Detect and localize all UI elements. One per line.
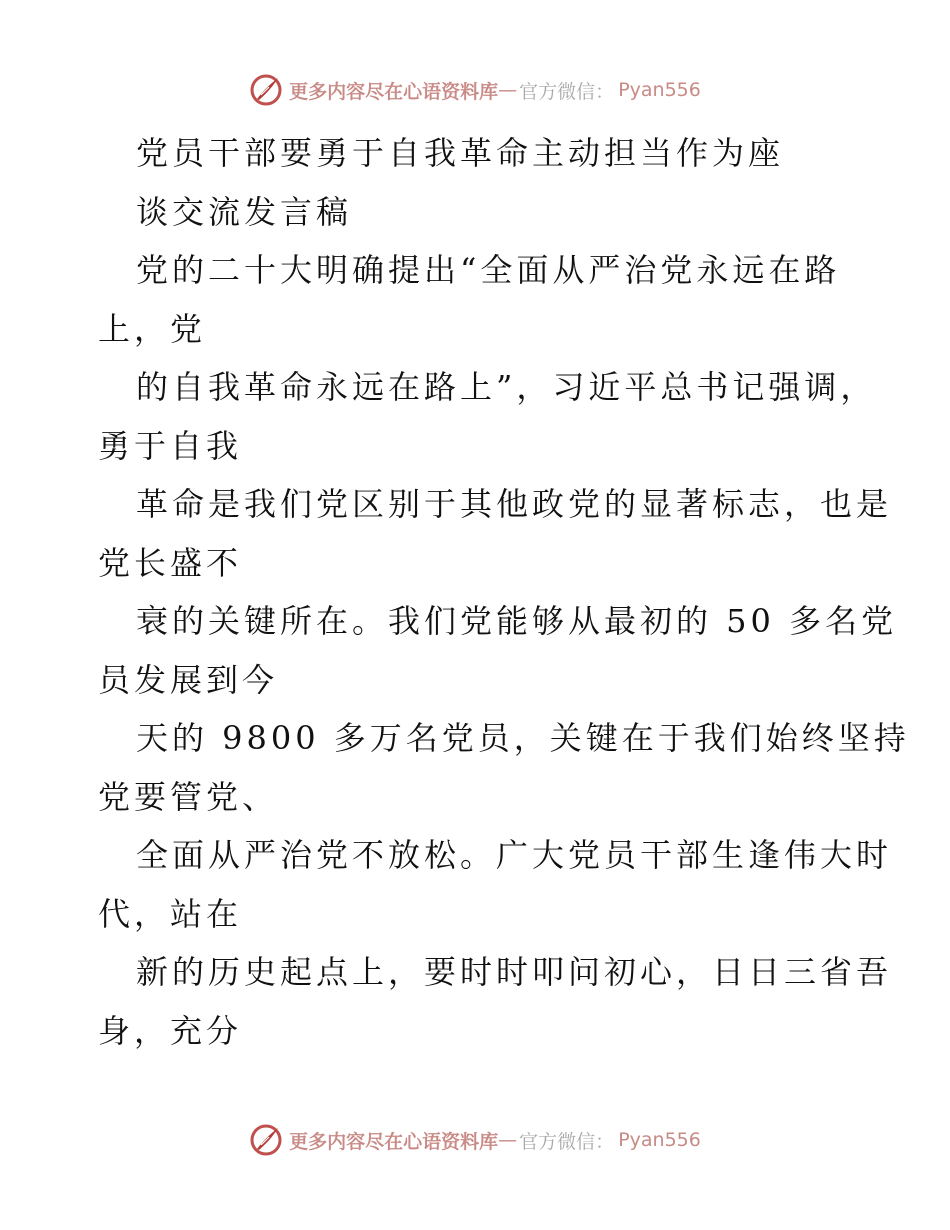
paragraph-line: 代，站在 [98, 894, 243, 933]
title-line-2: 谈交流发言稿 [136, 192, 353, 231]
footer-wechat-id: Pyan556 [618, 1129, 701, 1151]
paragraph-line: 党要管党、 [98, 777, 279, 816]
paragraph-line: 勇于自我 [98, 426, 243, 465]
paragraph-line: 的自我革命永远在路上”，习近平总书记强调， [136, 368, 877, 406]
header-separator: — [498, 79, 518, 101]
paragraph-line: 员发展到今 [98, 660, 279, 699]
paragraph-line: 天的 9800 多万名党员，关键在于我们始终坚持 [136, 719, 910, 757]
title-line-1: 党员干部要勇于自我革命主动担当作为座 [136, 134, 785, 172]
document-body [98, 124, 910, 1060]
feather-pen-logo-icon [249, 1123, 283, 1157]
feather-pen-logo-icon [249, 73, 283, 107]
paragraph-line: 革命是我们党区别于其他政党的显著标志，也是 [136, 485, 893, 523]
header-brand-text: 更多内容尽在心语资料库 [289, 80, 499, 103]
paragraph-line: 全面从严治党不放松。广大党员干部生逢伟大时 [136, 836, 893, 874]
paragraph-line: 党的二十大明确提出“全面从严治党永远在路 [136, 251, 841, 289]
paragraph-line: 上，党 [98, 309, 207, 348]
paragraph-line: 衰的关键所在。我们党能够从最初的 50 多名党 [136, 602, 898, 640]
paragraph-line: 身，充分 [98, 1011, 243, 1050]
paragraph-line: 新的历史起点上，要时时叩问初心，日日三省吾 [136, 953, 893, 991]
footer-official-label: 官方微信： [519, 1130, 615, 1153]
paragraph-line: 党长盛不 [98, 543, 243, 582]
footer-brand-text: 更多内容尽在心语资料库 [289, 1130, 499, 1153]
footer-banner [0, 1122, 950, 1158]
header-official-label: 官方微信： [519, 80, 615, 103]
header-banner [0, 72, 950, 108]
footer-separator: — [498, 1129, 518, 1151]
header-wechat-id: Pyan556 [618, 79, 701, 101]
